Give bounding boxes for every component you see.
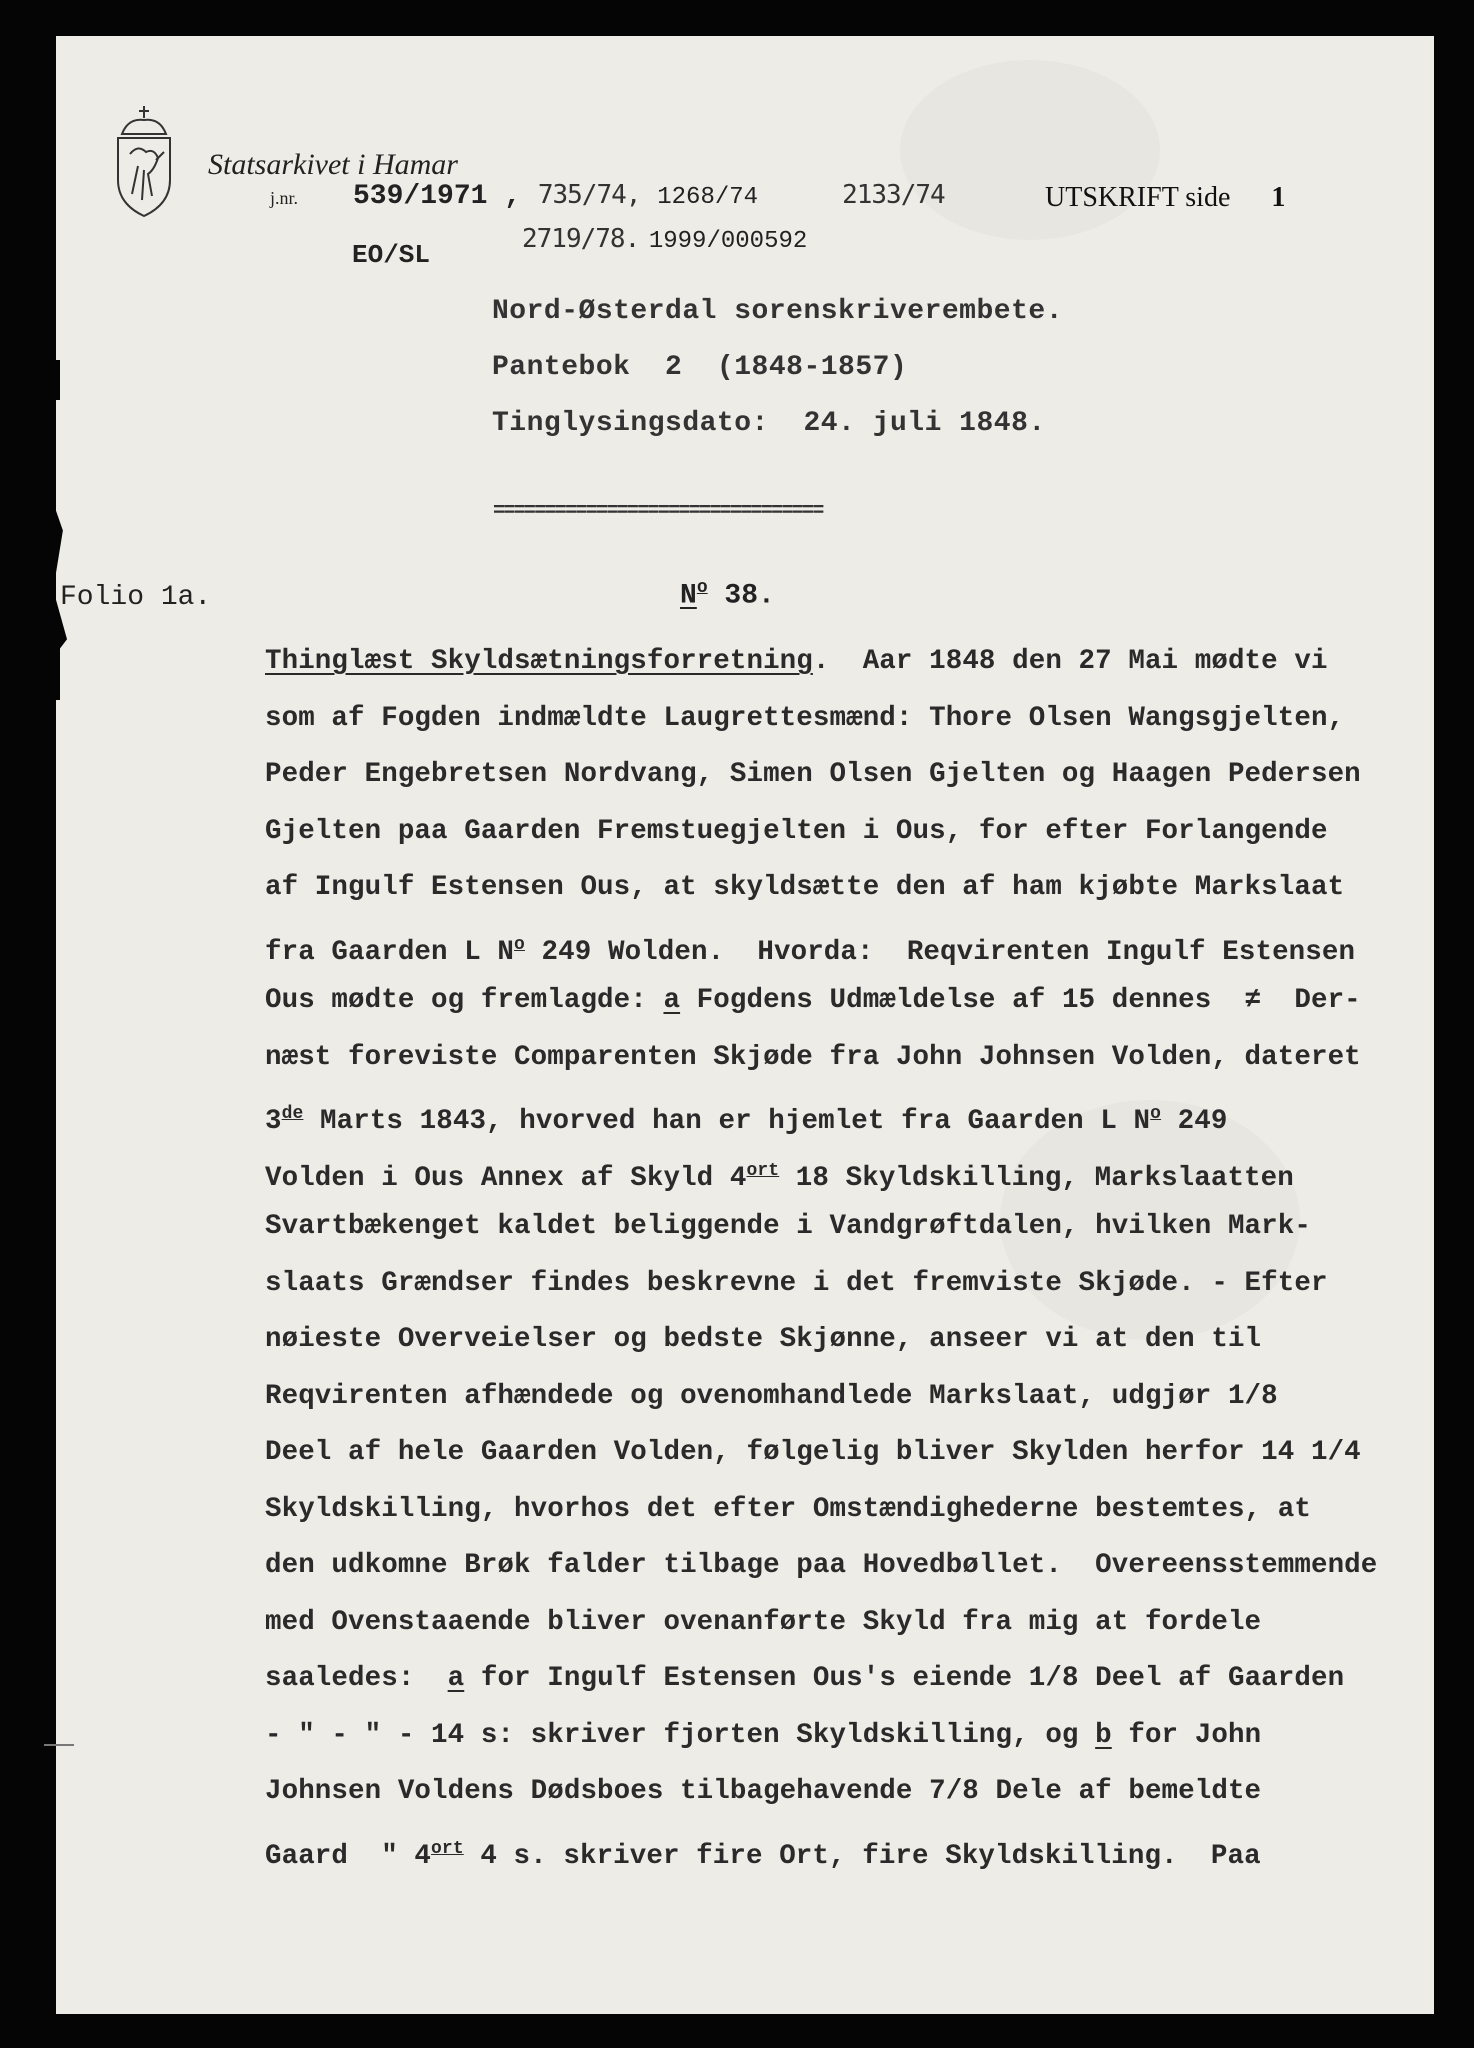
journal-number-typed: 1999/000592	[648, 228, 808, 255]
text-span: - " - " - 14 s: skriver fjorten Skyldskilling, og	[265, 1719, 1096, 1751]
text-line	[265, 1651, 1445, 1708]
text-line: med Ovenstaaende bliver ovenanførte Skyld fra mig at fordele	[265, 1606, 1262, 1638]
superscript: de	[281, 1104, 304, 1124]
text-line: nøieste Overveielser og bedste Skjønne, anseer vi at den til	[265, 1324, 1262, 1355]
text-line: slaats Grændser findes beskrevne i det fremviste Skjøde. - Efter	[265, 1267, 1328, 1299]
text-line	[265, 917, 1445, 974]
text-span: Fogdens Udmældelse af 15 dennes ≠ Der-	[680, 985, 1361, 1016]
text-line	[265, 1821, 1445, 1878]
archive-name: Statsarkivet i Hamar	[208, 148, 458, 181]
journal-number-handwritten: 2719/78.	[522, 224, 640, 254]
torn-edge	[48, 640, 60, 700]
utskrift-label: UTSKRIFT side	[1045, 182, 1231, 213]
text-span: Ous mødte og fremlagde:	[265, 985, 664, 1016]
journal-numbers-line2	[522, 224, 807, 255]
journal-numbers	[353, 180, 945, 212]
page-number: 1	[1271, 182, 1286, 213]
folio-label: Folio 1a.	[60, 582, 212, 613]
underlined-letter: a	[663, 985, 681, 1016]
text-line	[265, 634, 1445, 691]
journal-number-handwritten: 2133/74	[842, 180, 945, 210]
clerk-initials: EO/SL	[352, 240, 431, 270]
text-line	[265, 1143, 1445, 1200]
text-span: for Ingulf Estensen Ous's eiende 1/8 Deel af Gaarden	[464, 1663, 1345, 1694]
superscript: o	[1150, 1104, 1162, 1124]
journal-number-label: j.nr.	[270, 188, 299, 208]
text-line: Reqvirenten afhændede og ovenomhandlede Markslaat, udgjør 1/8	[265, 1380, 1278, 1412]
text-span: Gaard " 4	[265, 1840, 432, 1872]
text-line: Johnsen Voldens Dødsboes tilbagehavende 7/8 Dele af bemeldte	[265, 1776, 1262, 1807]
text-span: Marts 1843, hvorved han er hjemlet fra Gaarden L N	[303, 1106, 1151, 1138]
document-number	[680, 578, 775, 611]
text-span: 249	[1161, 1106, 1228, 1138]
text-span: 18 Skyldskilling, Markslaatten	[779, 1162, 1294, 1194]
journal-number-handwritten: 735/74,	[537, 180, 641, 210]
number-sup: o	[696, 578, 708, 598]
registration-date: Tinglysingsdato: 24. juli 1848.	[492, 408, 1046, 439]
journal-number-main: 539/1971 ,	[353, 181, 522, 212]
text-line	[265, 1708, 1445, 1765]
margin-mark	[44, 1744, 74, 1746]
underlined-letter: a	[447, 1663, 465, 1694]
separator-rule: ================================	[493, 500, 823, 523]
text-line: Svartbækenget kaldet beliggende i Vandgrøftdalen, hvilken Mark-	[265, 1211, 1311, 1242]
text-line	[265, 1086, 1445, 1143]
text-line: Gjelten paa Gaarden Fremstuegjelten i Ous, for efter Forlangende	[265, 815, 1328, 847]
underlined-heading: Thinglæst Skyldsætningsforretning	[265, 646, 813, 677]
text-line: Skyldskilling, hvorhos det efter Omstændighederne bestemtes, at	[265, 1493, 1311, 1525]
office-title: Nord-Østerdal sorenskriverembete.	[492, 296, 1063, 327]
text-span: 249 Wolden. Hvorda: Reqvirenten Ingulf Estensen	[524, 936, 1356, 968]
text-span: 3	[265, 1106, 282, 1138]
book-title: Pantebok 2 (1848-1857)	[492, 352, 908, 383]
text-line: af Ingulf Estensen Ous, at skyldsætte den af ham kjøbte Markslaat	[265, 872, 1345, 903]
text-span: Volden i Ous Annex af Skyld 4	[265, 1162, 747, 1194]
text-span: for John	[1111, 1719, 1262, 1751]
underlined-letter: b	[1095, 1719, 1112, 1751]
torn-edge	[48, 360, 60, 400]
superscript: o	[514, 934, 525, 955]
text-line: Deel af hele Gaarden Volden, følgelig bliver Skylden herfor 14 1/4	[265, 1437, 1361, 1468]
text-span: 4 s. skriver fire Ort, fire Skyldskilling. Paa	[463, 1840, 1261, 1872]
superscript: ort	[746, 1160, 780, 1181]
text-line	[265, 973, 1445, 1030]
text-span: . Aar 1848 den 27 Mai mødte vi	[812, 646, 1328, 677]
number-value: 38.	[707, 580, 775, 612]
number-prefix: N	[680, 580, 697, 612]
document-body	[265, 634, 1445, 1877]
text-span: saaledes:	[265, 1663, 448, 1694]
text-line: Peder Engebretsen Nordvang, Simen Olsen Gjelten og Haagen Pedersen	[265, 759, 1361, 790]
norwegian-coat-of-arms-icon	[108, 104, 180, 220]
journal-number-typed: 1268/74	[657, 184, 759, 211]
text-span: fra Gaarden L N	[265, 936, 515, 968]
text-line: som af Fogden indmældte Laugrettesmænd: Thore Olsen Wangsgjelten,	[265, 702, 1345, 734]
text-line: næst foreviste Comparenten Skjøde fra John Johnsen Volden, dateret	[265, 1041, 1361, 1073]
text-line: den udkomne Brøk falder tilbage paa Hovedbøllet. Overeensstemmende	[265, 1550, 1378, 1581]
superscript: ort	[431, 1838, 464, 1859]
page-indicator	[1045, 182, 1285, 214]
